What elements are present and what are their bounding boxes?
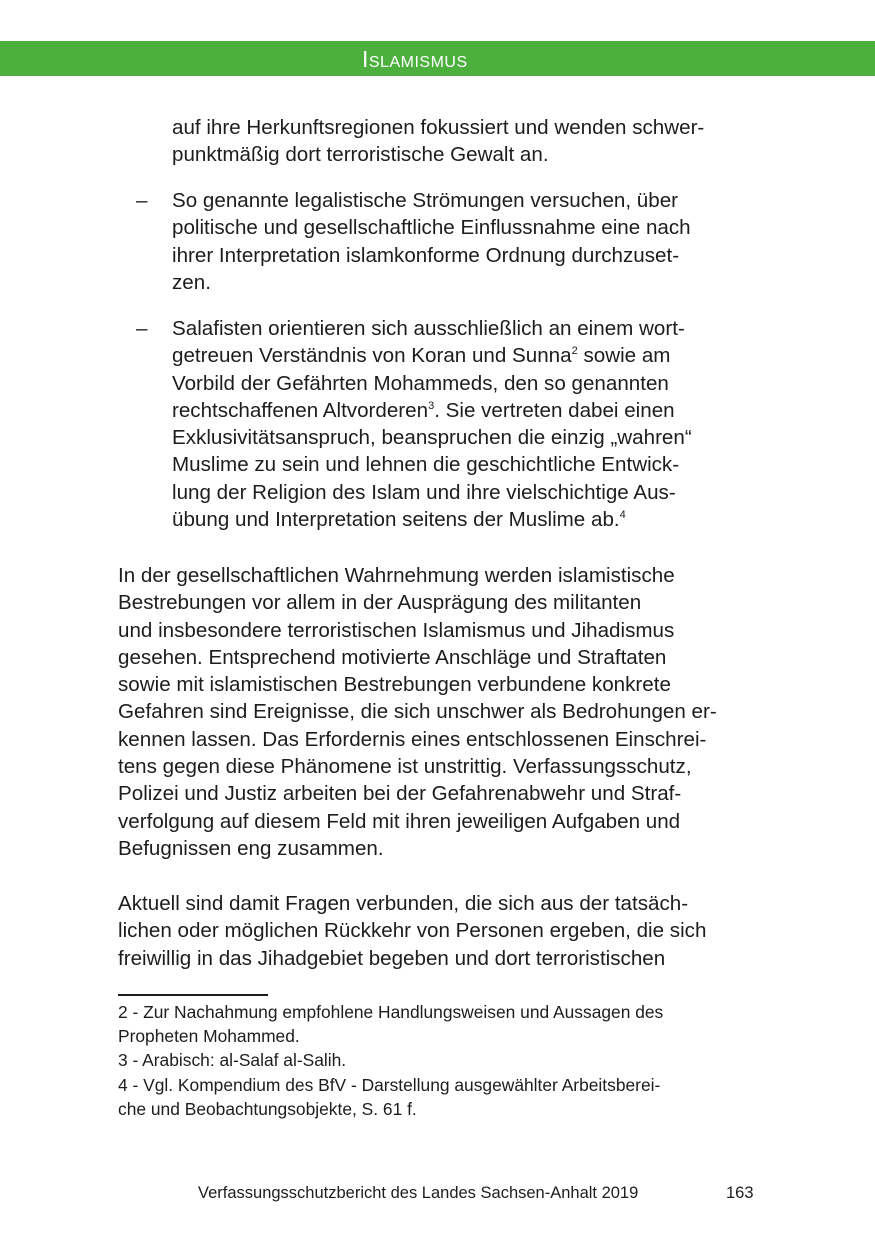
text-line: In der gesellschaftlichen Wahrnehmung werden islamistische	[118, 564, 675, 587]
text-line: punktmäßig dort terroristische Gewalt an.	[172, 143, 549, 167]
text-line: Salafisten orientieren sich ausschließlich an einem wort-	[172, 317, 685, 340]
text-line: gesehen. Entsprechend motivierte Anschläge und Straftaten	[118, 645, 667, 669]
footnote	[118, 1001, 663, 1048]
text-line: Aktuell sind damit Fragen verbunden, die sich aus der tatsäch-	[118, 892, 689, 915]
text-line: Muslime zu sein und lehnen die geschichtliche Entwick-	[172, 453, 680, 477]
footnote	[118, 1074, 660, 1121]
list-continuation	[172, 114, 704, 169]
text-line: Polizei und Justiz arbeiten bei der Gefahrenabwehr und Straf-	[118, 782, 682, 806]
list-item	[172, 187, 691, 296]
text-line	[172, 342, 692, 369]
text-line: So genannte legalistische Strömungen versuchen, über	[172, 189, 679, 212]
text-segment: rechtschaffenen Altvorderen	[172, 398, 429, 422]
body-paragraph	[118, 562, 717, 862]
text-line: auf ihre Herkunftsregionen fokussiert und wenden schwer-	[172, 116, 705, 139]
text-line: zen.	[172, 270, 211, 294]
text-segment: getreuen Verständnis von Koran und Sunna	[172, 344, 572, 368]
text-line: sowie mit islamistischen Bestrebungen verbundene konkrete	[118, 673, 671, 697]
footnote-divider	[118, 994, 268, 996]
footnote	[118, 1049, 346, 1073]
list-dash: –	[136, 317, 148, 340]
text-line: Bestrebungen vor allem in der Ausprägung des militanten	[118, 591, 642, 615]
text-line: politische und gesellschaftliche Einflussnahme eine nach	[172, 216, 691, 240]
text-segment: sowie am	[577, 344, 671, 368]
footnote-line: 4 - Vgl. Kompendium des BfV - Darstellung ausgewählter Arbeitsberei-	[118, 1075, 661, 1095]
page-number: 163	[726, 1184, 754, 1202]
footnote-line: 3 - Arabisch: al-Salaf al-Salih.	[118, 1050, 347, 1070]
list-item	[172, 315, 692, 533]
page-section-title: Islamismus	[362, 46, 468, 72]
footnote-ref[interactable]: 2	[571, 345, 578, 358]
text-segment: übung und Interpretation seitens der Muslime ab.	[172, 508, 620, 532]
text-line: kennen lassen. Das Erfordernis eines entschlossenen Einschrei-	[118, 727, 707, 751]
footnote-ref[interactable]: 3	[428, 400, 435, 413]
text-line	[172, 397, 692, 424]
text-line: Vorbild der Gefährten Mohammeds, den so genannten	[172, 371, 669, 395]
text-line: verfolgung auf diesem Feld mit ihren jeweiligen Aufgaben und	[118, 809, 681, 833]
text-line: Gefahren sind Ereignisse, die sich unschwer als Bedrohungen er-	[118, 700, 717, 724]
body-paragraph	[118, 890, 706, 972]
text-line: und insbesondere terroristischen Islamismus und Jihadismus	[118, 618, 675, 642]
text-segment: . Sie vertreten dabei einen	[434, 398, 675, 422]
text-line: ihrer Interpretation islamkonforme Ordnung durchzuset-	[172, 243, 680, 267]
text-line: lung der Religion des Islam und ihre vielschichtige Aus-	[172, 480, 676, 504]
text-line: tens gegen diese Phänomene ist unstrittig. Verfassungsschutz,	[118, 755, 692, 779]
text-line: Exklusivitätsanspruch, beanspruchen die einzig „wahren“	[172, 426, 692, 450]
text-line: freiwillig in das Jihadgebiet begeben und dort terroristischen	[118, 946, 666, 970]
footnote-line: 2 - Zur Nachahmung empfohlene Handlungsweisen und Aussagen des	[118, 1002, 664, 1022]
footnote-ref[interactable]: 4	[619, 509, 626, 522]
text-line: lichen oder möglichen Rückkehr von Personen ergeben, die sich	[118, 919, 707, 943]
footnote-line: che und Beobachtungsobjekte, S. 61 f.	[118, 1098, 417, 1119]
text-line	[172, 506, 692, 533]
text-line: Befugnissen eng zusammen.	[118, 836, 384, 860]
footer-publication-title: Verfassungsschutzbericht des Landes Sachsen-Anhalt 2019	[198, 1184, 639, 1202]
footnote-line: Propheten Mohammed.	[118, 1025, 300, 1046]
list-dash: –	[136, 189, 148, 212]
